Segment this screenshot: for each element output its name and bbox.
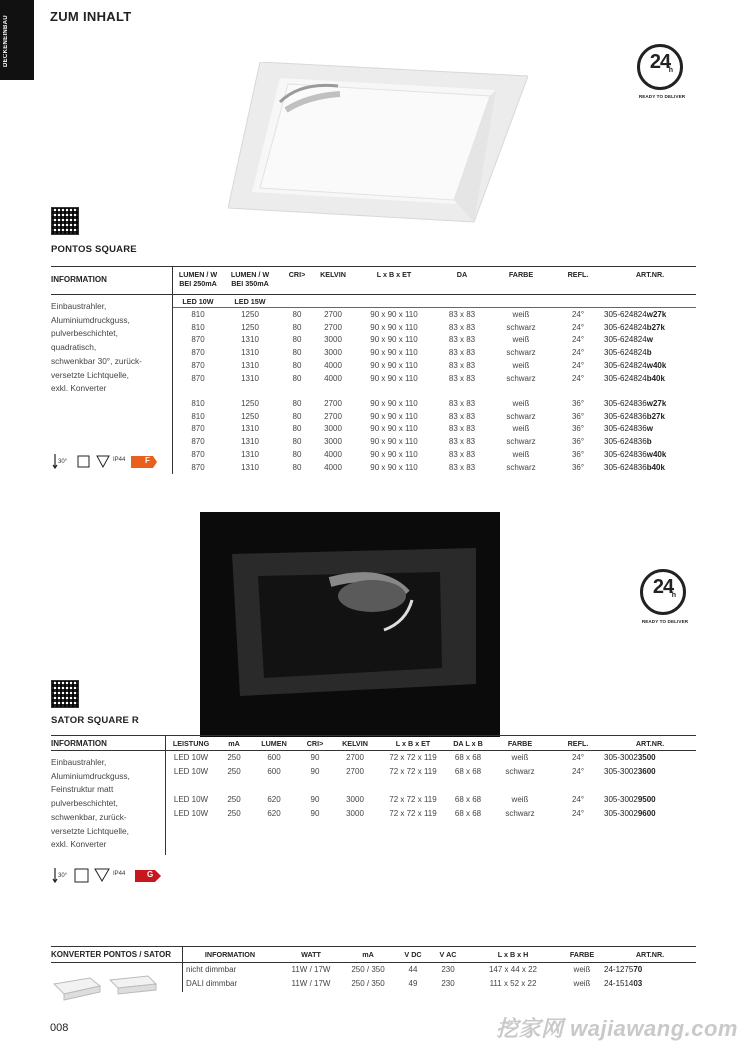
table-cell: 90 x 90 x 110	[370, 399, 418, 408]
konverter-col-header: ART.NR.	[635, 950, 665, 959]
table-cell: 870	[191, 462, 205, 472]
table-cell: 80	[292, 437, 302, 447]
badge-suffix: h	[668, 67, 673, 74]
ready-to-deliver-badge	[637, 44, 686, 99]
table-cell: 24°	[571, 348, 585, 358]
table-cell: 90 x 90 x 110	[370, 348, 418, 358]
konverter-title: KONVERTER PONTOS / SATOR	[51, 950, 172, 959]
article-number[interactable]: 305-624836w40k	[604, 449, 667, 459]
table-cell: 36°	[571, 437, 585, 447]
table-cell: 90	[310, 753, 320, 762]
table-cell: 24°	[571, 310, 585, 319]
table-cell: 80	[292, 322, 302, 332]
description-line: exkl. Konverter	[51, 839, 107, 850]
table-cell: 72 x 72 x 119	[389, 795, 437, 804]
sator-col-header: LUMEN	[261, 739, 287, 748]
table-cell: 83 x 83	[448, 437, 476, 447]
tilt-angle-label: 30°	[58, 459, 68, 465]
table-cell: 24°	[571, 795, 585, 804]
table-cell: 620	[267, 809, 281, 818]
table-cell: 68 x 68	[454, 767, 482, 776]
table-cell: 83 x 83	[448, 462, 476, 472]
table-cell: 870	[191, 373, 205, 383]
pontos-col-header: CRI>	[288, 270, 306, 279]
table-rule	[51, 750, 696, 751]
table-cell: 68 x 68	[454, 809, 482, 818]
table-rule	[51, 735, 696, 736]
table-cell: weiß	[511, 795, 529, 804]
article-number[interactable]: 305-624836w	[604, 424, 653, 434]
table-cell: 83 x 83	[448, 424, 476, 434]
sator-col-header: ART.NR.	[635, 739, 665, 748]
pontos-col-header: LUMEN / W BEI 250mA	[178, 270, 218, 288]
table-cell: 250	[227, 753, 241, 762]
badge-text: READY TO DELIVER	[638, 94, 686, 99]
qr-code-icon[interactable]	[51, 680, 79, 708]
konverter-col-header: WATT	[301, 950, 321, 959]
table-cell: 90 x 90 x 110	[370, 360, 418, 370]
watermark: 挖家网 wajiawang.com	[496, 1016, 738, 1041]
table-cell: weiß	[511, 753, 529, 762]
table-cell: schwarz	[505, 767, 535, 776]
pontos-col-header: L x B x ET	[376, 270, 412, 279]
table-row	[0, 399, 744, 412]
table-cell: 83 x 83	[448, 348, 476, 358]
qr-code-icon[interactable]	[51, 207, 79, 235]
table-cell: 3000	[324, 348, 342, 358]
sator-title: SATOR SQUARE R	[51, 715, 139, 726]
description-line: quadratisch,	[51, 342, 97, 353]
table-cell: 90	[310, 767, 320, 776]
table-cell: 111 x 52 x 22	[489, 979, 537, 988]
pontos-col-header: ART.NR.	[635, 270, 665, 279]
article-number[interactable]: 305-30023500	[604, 753, 656, 762]
table-cell: 90 x 90 x 110	[370, 373, 418, 383]
pontos-spec-icons	[51, 452, 171, 470]
table-cell: 83 x 83	[448, 310, 476, 319]
table-rule	[51, 294, 696, 295]
description-line: versetzte Lichtquelle,	[51, 825, 129, 836]
table-cell: LED 10W	[173, 809, 209, 818]
table-cell: 68 x 68	[454, 795, 482, 804]
article-number[interactable]: 305-624824w40k	[604, 360, 667, 370]
sator-col-header: LEISTUNG	[172, 739, 210, 748]
description-line: schwenkbar, zurück-	[51, 811, 127, 822]
table-cell: 147 x 44 x 22	[488, 965, 538, 974]
table-cell: schwarz	[506, 437, 536, 447]
table-cell: 90	[310, 795, 320, 804]
table-cell: 72 x 72 x 119	[389, 753, 437, 762]
table-cell: schwarz	[506, 348, 536, 358]
table-cell: 90 x 90 x 110	[370, 424, 418, 434]
table-cell: weiß	[512, 424, 530, 434]
table-cell: 1250	[241, 322, 259, 332]
table-cell: 1310	[241, 424, 259, 434]
badge-number: 24	[652, 576, 674, 598]
energy-class-label: G	[147, 870, 154, 879]
table-cell: 24°	[571, 360, 585, 370]
table-cell: 80	[292, 449, 302, 459]
table-cell: 83 x 83	[448, 411, 476, 421]
table-cell: 72 x 72 x 119	[389, 809, 437, 818]
table-cell: 44	[408, 965, 418, 974]
article-number[interactable]: 305-30023600	[604, 767, 656, 776]
table-cell: schwarz	[505, 809, 535, 818]
table-cell: 36°	[571, 424, 585, 434]
sator-product-photo	[200, 512, 500, 737]
table-cell: 250	[227, 795, 241, 804]
table-cell: 250	[227, 809, 241, 818]
ip-rating-label: IP44	[113, 457, 126, 463]
badge-suffix: h	[671, 592, 676, 599]
table-cell: LED 10W	[173, 753, 209, 762]
konverter-col-header: V DC	[404, 950, 422, 959]
table-cell: 2700	[324, 399, 342, 408]
table-cell: 24°	[571, 322, 585, 332]
table-cell: 870	[191, 348, 205, 358]
description-line: exkl. Konverter	[51, 383, 107, 394]
table-cell: 80	[292, 335, 302, 345]
ready-to-deliver-badge	[640, 569, 689, 624]
table-cell: 3000	[324, 335, 342, 345]
table-cell: weiß	[573, 965, 591, 974]
table-cell: 1310	[241, 335, 259, 345]
table-cell: 80	[292, 310, 302, 319]
sator-col-header: DA L x B	[453, 739, 483, 748]
table-cell: 11W / 17W	[291, 965, 331, 974]
table-cell: 90 x 90 x 110	[370, 322, 418, 332]
table-cell: 83 x 83	[448, 335, 476, 345]
article-number[interactable]: 305-30029600	[604, 809, 656, 818]
table-cell: 80	[292, 411, 302, 421]
table-cell: 4000	[324, 449, 342, 459]
sator-col-header: FARBE	[507, 739, 533, 748]
table-cell: 870	[191, 424, 205, 434]
pontos-title: PONTOS SQUARE	[51, 244, 137, 255]
pontos-col-header: REFL.	[567, 270, 589, 279]
table-cell: schwarz	[506, 322, 536, 332]
table-cell: 90	[310, 809, 320, 818]
table-cell: 36°	[571, 411, 585, 421]
table-cell: 83 x 83	[448, 373, 476, 383]
sator-info-header: INFORMATION	[51, 739, 107, 748]
table-cell: schwarz	[506, 462, 536, 472]
pontos-description	[51, 300, 169, 396]
table-cell: 24°	[571, 335, 585, 345]
konverter-col-header: V AC	[439, 950, 457, 959]
table-cell: 72 x 72 x 119	[389, 767, 437, 776]
table-cell: 68 x 68	[454, 753, 482, 762]
table-cell: 80	[292, 399, 302, 408]
converter-photo	[50, 972, 160, 1004]
table-cell: 3000	[324, 424, 342, 434]
description-line: Einbaustrahler,	[51, 301, 107, 311]
table-cell: 870	[191, 360, 205, 370]
page-title[interactable]: ZUM INHALT	[50, 9, 132, 24]
konverter-col-header: INFORMATION	[204, 950, 256, 959]
article-number[interactable]: 305-624824w27k	[604, 310, 667, 319]
description-line: schwenkbar 30°, zurück-	[51, 355, 142, 366]
sator-col-header: mA	[228, 739, 240, 748]
ip-rating-label: IP44	[113, 871, 126, 877]
konverter-col-header: mA	[362, 950, 374, 959]
table-rule	[51, 266, 696, 267]
table-row	[0, 412, 744, 425]
table-cell: 250 / 350	[351, 979, 385, 988]
table-cell: 1310	[241, 437, 259, 447]
article-number[interactable]: 305-624824b	[604, 348, 652, 358]
table-cell: weiß	[512, 335, 530, 345]
energy-class-label: F	[145, 456, 150, 465]
table-cell: 90 x 90 x 110	[370, 449, 418, 459]
article-number[interactable]: 24-127570	[604, 965, 643, 974]
table-cell: schwarz	[506, 411, 536, 421]
table-cell: 2700	[324, 310, 342, 319]
description-line: pulverbeschichtet,	[51, 798, 118, 809]
table-cell: nicht dimmbar	[186, 965, 237, 974]
pontos-col-header: KELVIN	[320, 270, 346, 279]
table-cell: 2700	[346, 767, 364, 776]
table-cell: 83 x 83	[448, 399, 476, 408]
table-cell: 4000	[324, 360, 342, 370]
description-line: Aluminiumdruckguss,	[51, 770, 130, 781]
table-cell: 250	[227, 767, 241, 776]
description-line: Feinstruktur matt	[51, 784, 114, 795]
table-cell: 83 x 83	[448, 360, 476, 370]
table-rule	[51, 946, 696, 947]
table-cell: 4000	[324, 462, 342, 472]
pontos-info-header: INFORMATION	[51, 275, 107, 284]
table-cell: weiß	[573, 979, 591, 988]
article-number[interactable]: 24-151403	[604, 979, 643, 988]
article-number[interactable]: 305-624836b	[604, 437, 652, 447]
table-cell: 810	[191, 411, 205, 421]
table-cell: weiß	[512, 449, 530, 459]
pontos-col-header: DA	[456, 270, 468, 279]
article-number[interactable]: 305-624836b27k	[604, 411, 665, 421]
badge-number: 24	[649, 51, 671, 73]
table-cell: 870	[191, 335, 205, 345]
table-row	[0, 424, 744, 437]
table-row	[0, 437, 744, 450]
table-cell: 24°	[571, 373, 585, 383]
table-cell: 600	[267, 753, 281, 762]
table-cell: 80	[292, 360, 302, 370]
table-cell: 870	[191, 449, 205, 459]
tilt-angle-label: 30°	[58, 873, 68, 879]
description-line: versetzte Lichtquelle,	[51, 369, 129, 380]
konverter-col-header: FARBE	[569, 950, 595, 959]
article-number[interactable]: 305-30029500	[604, 795, 656, 804]
table-rule	[51, 962, 696, 963]
sator-col-header: KELVIN	[342, 739, 368, 748]
sator-spec-icons	[51, 866, 163, 884]
pontos-product-photo	[228, 62, 528, 224]
article-number[interactable]: 305-624824b40k	[604, 373, 665, 383]
table-cell: 83 x 83	[448, 449, 476, 459]
table-cell: 230	[441, 965, 455, 974]
table-cell: 1310	[241, 373, 259, 383]
table-cell: 1310	[241, 348, 259, 358]
sidebar-label: DECKENEINBAU	[3, 15, 9, 67]
table-cell: 1310	[241, 449, 259, 459]
article-number[interactable]: 305-624836w27k	[604, 399, 667, 408]
table-cell: 36°	[571, 449, 585, 459]
table-cell: 230	[441, 979, 455, 988]
pontos-col-header: FARBE	[508, 270, 534, 279]
article-number[interactable]: 305-624824w	[604, 335, 653, 345]
sator-col-header: CRI>	[306, 739, 324, 748]
description-line: Einbaustrahler,	[51, 757, 107, 767]
table-cell: 810	[191, 310, 205, 319]
sator-col-header: REFL.	[567, 739, 589, 748]
table-cell: 810	[191, 399, 205, 408]
badge-text: READY TO DELIVER	[641, 619, 689, 624]
page-number: 008	[50, 1022, 69, 1034]
table-cell: 3000	[346, 795, 364, 804]
table-cell: 2700	[324, 411, 342, 421]
table-cell: DALI dimmbar	[186, 979, 238, 988]
table-cell: LED 10W	[173, 767, 209, 776]
table-cell: 90 x 90 x 110	[370, 411, 418, 421]
table-cell: weiß	[512, 399, 530, 408]
sator-col-header: L x B x ET	[395, 739, 431, 748]
table-cell: 11W / 17W	[291, 979, 331, 988]
table-cell: 3000	[324, 437, 342, 447]
table-cell: 4000	[324, 373, 342, 383]
table-cell: 49	[408, 979, 418, 988]
table-cell: 810	[191, 322, 205, 332]
pontos-sub-led10: LED 10W	[182, 297, 214, 306]
pontos-col-header: LUMEN / W BEI 350mA	[230, 270, 270, 288]
pontos-sub-led15: LED 15W	[234, 297, 266, 306]
table-cell: 620	[267, 795, 281, 804]
table-cell: weiß	[512, 360, 530, 370]
table-cell: 36°	[571, 399, 585, 408]
table-cell: 1250	[241, 411, 259, 421]
table-cell: 3000	[346, 809, 364, 818]
table-cell: schwarz	[506, 373, 536, 383]
table-cell: 870	[191, 437, 205, 447]
table-cell: 90 x 90 x 110	[370, 437, 418, 447]
table-cell: 80	[292, 424, 302, 434]
konverter-col-header: L x B x H	[497, 950, 529, 959]
table-cell: 24°	[571, 767, 585, 776]
table-cell: 90 x 90 x 110	[370, 335, 418, 345]
description-line: pulverbeschichtet,	[51, 328, 118, 339]
table-cell: 250 / 350	[351, 965, 385, 974]
table-cell: 1250	[241, 399, 259, 408]
table-cell: 80	[292, 348, 302, 358]
table-cell: 83 x 83	[448, 322, 476, 332]
table-cell: 600	[267, 767, 281, 776]
table-cell: 2700	[324, 322, 342, 332]
table-cell: 80	[292, 373, 302, 383]
table-cell: 1310	[241, 360, 259, 370]
table-cell: weiß	[512, 310, 530, 319]
table-cell: 80	[292, 462, 302, 472]
sator-description	[51, 756, 163, 852]
table-cell: LED 10W	[173, 795, 209, 804]
article-number[interactable]: 305-624824b27k	[604, 322, 665, 332]
table-cell: 24°	[571, 809, 585, 818]
table-cell: 2700	[346, 753, 364, 762]
article-number[interactable]: 305-624836b40k	[604, 462, 665, 472]
table-cell: 90 x 90 x 110	[370, 310, 418, 319]
table-cell: 1250	[241, 310, 259, 319]
table-cell: 36°	[571, 462, 585, 472]
table-rule	[172, 307, 696, 308]
description-line: Aluminiumdruckguss,	[51, 314, 130, 325]
table-cell: 90 x 90 x 110	[370, 462, 418, 472]
table-cell: 1310	[241, 462, 259, 472]
table-cell: 24°	[571, 753, 585, 762]
